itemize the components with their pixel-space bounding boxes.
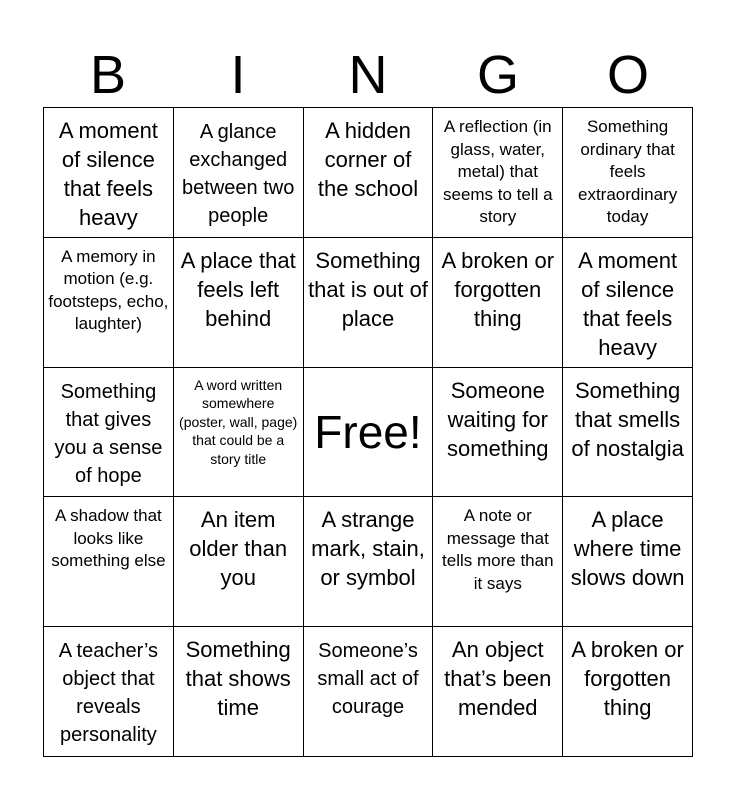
bingo-cell — [174, 238, 304, 368]
cell-text: A hidden corner of the school — [317, 118, 419, 201]
bingo-cell — [304, 108, 434, 238]
header-letter-b: B — [89, 45, 127, 105]
bingo-cell — [44, 497, 174, 627]
bingo-cell — [44, 627, 174, 757]
bingo-cell — [433, 627, 563, 757]
cell-text: Someone waiting for something — [447, 377, 549, 461]
cell-text: A broken or forgotten thing — [571, 637, 684, 721]
bingo-cell — [44, 108, 174, 238]
bingo-cell — [304, 238, 434, 368]
header-letter-n: N — [348, 45, 388, 105]
free-space — [304, 368, 434, 498]
bingo-cell — [174, 108, 304, 238]
header-letter-g: G — [476, 45, 519, 105]
cell-text: A note or message that tells more than it says — [442, 506, 554, 593]
cell-text: An object that’s been mended — [444, 637, 552, 721]
cell-text: A reflection (in glass, water, metal) that seems to tell a story — [442, 117, 553, 226]
bingo-cell — [563, 627, 693, 757]
cell-text: A moment of silence that feels heavy — [578, 247, 678, 360]
cell-text: A broken or forgotten thing — [441, 247, 555, 331]
bingo-cell — [304, 497, 434, 627]
free-space-label: Free! — [314, 405, 422, 458]
cell-text: Something that smells of nostalgia — [571, 377, 684, 461]
bingo-cell — [44, 368, 174, 498]
bingo-cell — [563, 368, 693, 498]
bingo-cell — [304, 627, 434, 757]
bingo-cell — [433, 238, 563, 368]
bingo-cell — [433, 108, 563, 238]
bingo-cell — [174, 497, 304, 627]
cell-text: A strange mark, stain, or symbol — [311, 507, 425, 591]
bingo-cell — [174, 627, 304, 757]
bingo-cell — [563, 108, 693, 238]
cell-text: Someone’s small act of courage — [317, 640, 419, 719]
header-letter-o: O — [606, 45, 649, 105]
cell-text: Something that gives you a sense of hope — [54, 380, 163, 487]
bingo-header — [43, 44, 693, 106]
bingo-cell — [563, 238, 693, 368]
cell-text: A place where time slows down — [570, 507, 685, 591]
bingo-cell — [44, 238, 174, 368]
bingo-grid — [43, 107, 693, 757]
cell-text: Something that shows time — [185, 637, 291, 721]
cell-text: A teacher’s object that reveals personality — [58, 640, 159, 747]
cell-text: An item older than you — [189, 507, 288, 591]
bingo-cell — [174, 368, 304, 498]
cell-text: A glance exchanged between two people — [182, 121, 295, 227]
cell-text: A shadow that looks like something else — [51, 506, 166, 571]
header-letter-i: I — [230, 45, 246, 105]
cell-text: A memory in motion (e.g. footsteps, echo, laughter) — [48, 246, 169, 334]
bingo-cell — [563, 497, 693, 627]
cell-text: A moment of silence that feels heavy — [58, 118, 158, 230]
cell-text: A word written somewhere (poster, wall, page) that could be a story title — [179, 376, 298, 467]
cell-text: Something that is out of place — [308, 247, 428, 331]
cell-text: A place that feels left behind — [180, 247, 296, 331]
bingo-cell — [433, 368, 563, 498]
bingo-cell — [433, 497, 563, 627]
cell-text: Something ordinary that feels extraordinary today — [577, 117, 678, 226]
